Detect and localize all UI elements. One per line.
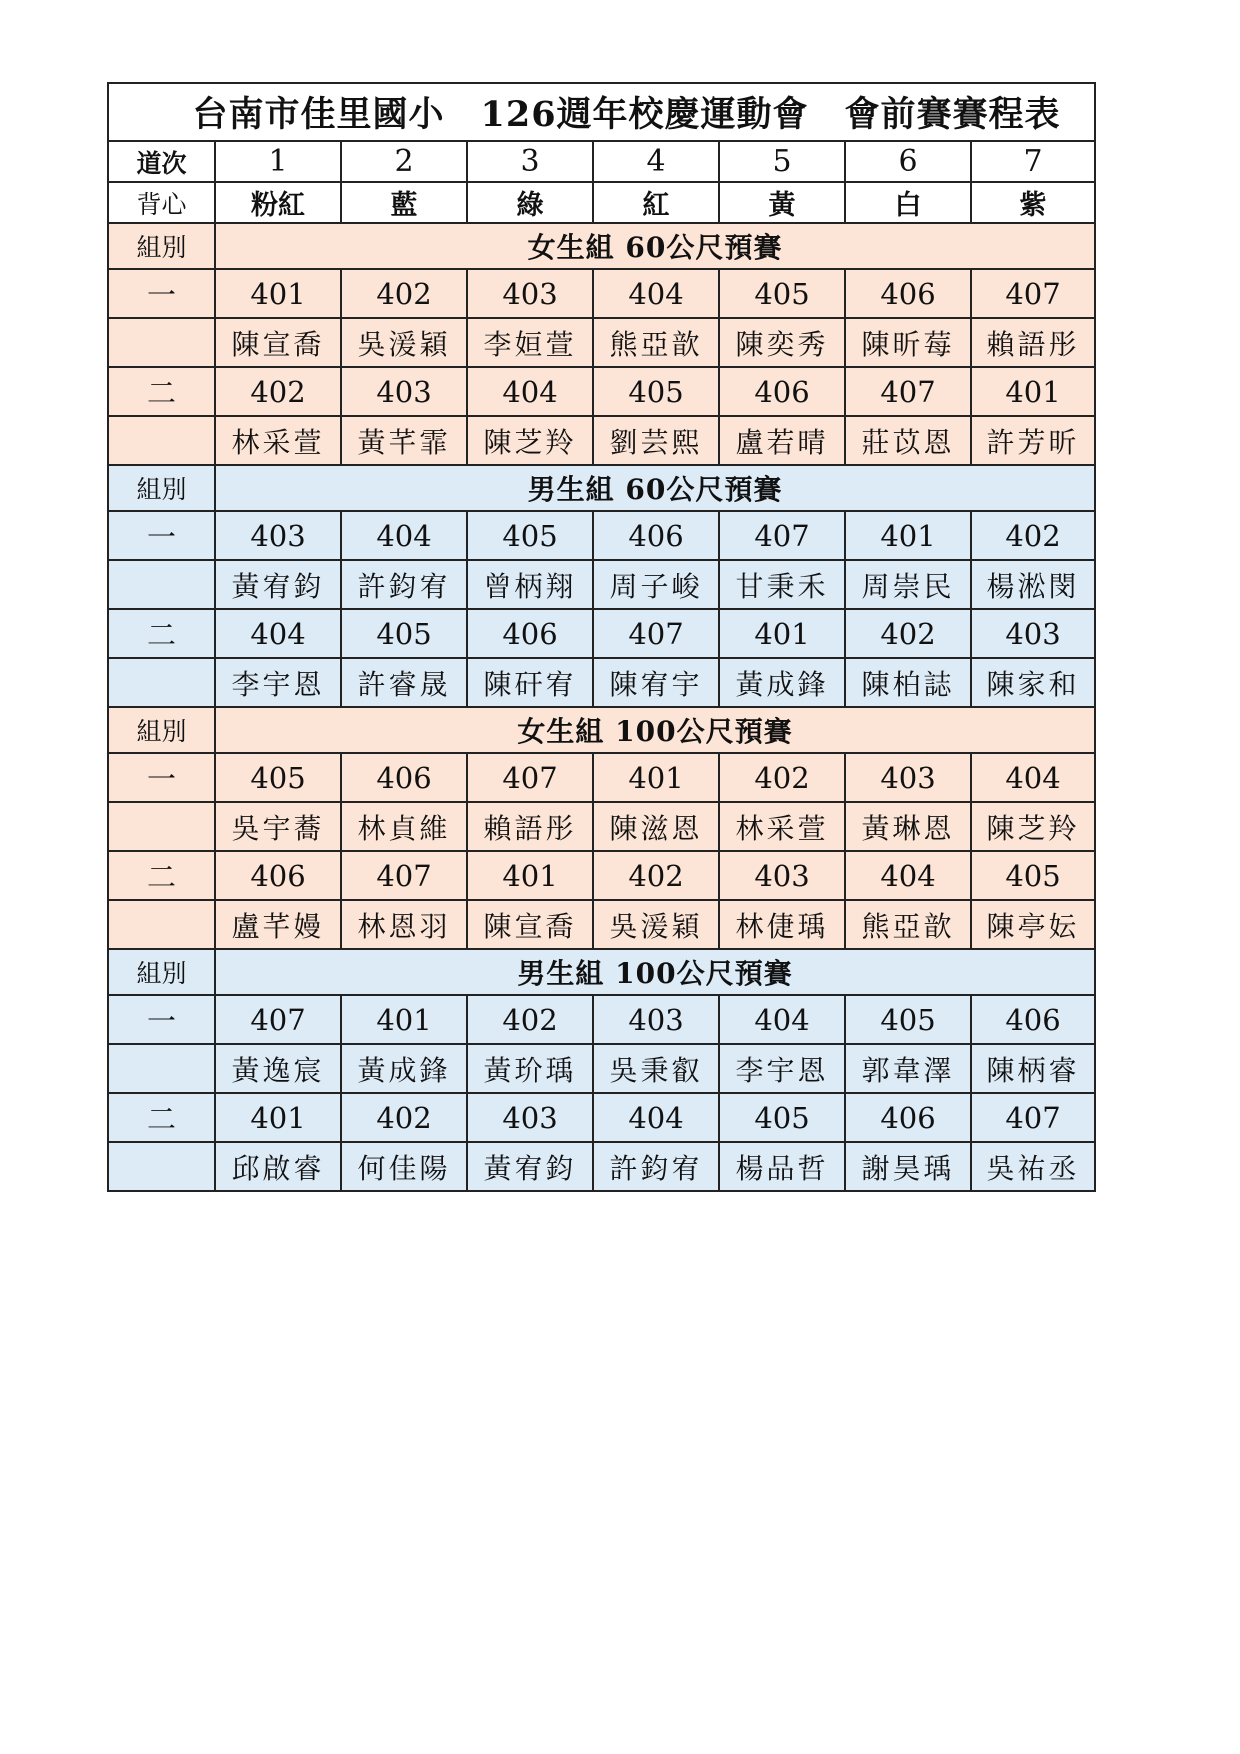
- class-cell: 404: [845, 851, 971, 900]
- class-cell: 405: [971, 851, 1095, 900]
- class-cell: 403: [593, 995, 719, 1044]
- class-cell: 407: [719, 511, 845, 560]
- runner-name: 楊淞閔: [971, 560, 1095, 609]
- bib-color: 綠: [467, 182, 593, 223]
- runner-name: 謝昊瑀: [845, 1142, 971, 1191]
- heat-number: 一: [108, 995, 215, 1044]
- heat-number: 一: [108, 269, 215, 318]
- class-cell: 405: [845, 995, 971, 1044]
- class-cell: 402: [971, 511, 1095, 560]
- heat-name-row: [108, 1044, 1095, 1093]
- runner-name: 盧若晴: [719, 416, 845, 465]
- runner-name: 林倢瑀: [719, 900, 845, 949]
- runner-name: 何佳陽: [341, 1142, 467, 1191]
- heat-class-row: [108, 269, 1095, 318]
- class-cell: 402: [215, 367, 341, 416]
- bib-color: 白: [845, 182, 971, 223]
- class-cell: 407: [971, 269, 1095, 318]
- runner-name: 陳宣喬: [467, 900, 593, 949]
- runner-name: 黃成鋒: [341, 1044, 467, 1093]
- class-cell: 402: [593, 851, 719, 900]
- class-cell: 404: [215, 609, 341, 658]
- class-cell: 401: [341, 995, 467, 1044]
- runner-name: 陳柏誌: [845, 658, 971, 707]
- lane-number: 7: [971, 141, 1095, 182]
- runner-name: 黃玠瑀: [467, 1044, 593, 1093]
- runner-name: 陳宥宇: [593, 658, 719, 707]
- runner-name: 陳滋恩: [593, 802, 719, 851]
- heat-blank: [108, 416, 215, 465]
- runner-name: 陳矸宥: [467, 658, 593, 707]
- class-cell: 405: [467, 511, 593, 560]
- runner-name: 熊亞歆: [845, 900, 971, 949]
- group-label: 組別: [108, 949, 215, 995]
- group-label: 組別: [108, 465, 215, 511]
- heat-class-row: [108, 1093, 1095, 1142]
- bib-color: 紅: [593, 182, 719, 223]
- class-cell: 405: [341, 609, 467, 658]
- class-cell: 403: [467, 1093, 593, 1142]
- section-header-row: [108, 223, 1095, 269]
- class-cell: 405: [719, 1093, 845, 1142]
- runner-name: 許睿晟: [341, 658, 467, 707]
- runner-name: 李宇恩: [215, 658, 341, 707]
- bib-header: 背心: [108, 182, 215, 223]
- runner-name: 郭韋澤: [845, 1044, 971, 1093]
- class-cell: 401: [593, 753, 719, 802]
- class-cell: 404: [719, 995, 845, 1044]
- runner-name: 林采萱: [215, 416, 341, 465]
- runner-name: 莊苡恩: [845, 416, 971, 465]
- class-cell: 403: [341, 367, 467, 416]
- runner-name: 吳秉叡: [593, 1044, 719, 1093]
- class-cell: 403: [971, 609, 1095, 658]
- runner-name: 黃宥鈞: [467, 1142, 593, 1191]
- section-title: 女生組 100公尺預賽: [215, 707, 1095, 753]
- runner-name: 吳湲穎: [341, 318, 467, 367]
- class-cell: 407: [845, 367, 971, 416]
- class-cell: 403: [215, 511, 341, 560]
- heat-class-row: [108, 367, 1095, 416]
- class-cell: 407: [215, 995, 341, 1044]
- class-cell: 402: [341, 1093, 467, 1142]
- runner-name: 陳昕莓: [845, 318, 971, 367]
- class-cell: 401: [215, 1093, 341, 1142]
- runner-name: 陳奕秀: [719, 318, 845, 367]
- heat-name-row: [108, 802, 1095, 851]
- runner-name: 楊品哲: [719, 1142, 845, 1191]
- section-title: 男生組 60公尺預賽: [215, 465, 1095, 511]
- heat-class-row: [108, 511, 1095, 560]
- runner-name: 黃宥鈞: [215, 560, 341, 609]
- class-cell: 407: [593, 609, 719, 658]
- lane-number: 6: [845, 141, 971, 182]
- runner-name: 許鈞宥: [593, 1142, 719, 1191]
- runner-name: 陳芝羚: [971, 802, 1095, 851]
- runner-name: 李宇恩: [719, 1044, 845, 1093]
- runner-name: 黃逸宸: [215, 1044, 341, 1093]
- heat-blank: [108, 560, 215, 609]
- class-cell: 407: [341, 851, 467, 900]
- class-cell: 401: [719, 609, 845, 658]
- runner-name: 陳芝羚: [467, 416, 593, 465]
- class-cell: 407: [467, 753, 593, 802]
- group-label: 組別: [108, 223, 215, 269]
- class-cell: 405: [593, 367, 719, 416]
- title-row: [108, 83, 1095, 141]
- runner-name: 陳柄睿: [971, 1044, 1095, 1093]
- class-cell: 402: [719, 753, 845, 802]
- lane-number: 5: [719, 141, 845, 182]
- runner-name: 盧芊嫚: [215, 900, 341, 949]
- section-header-row: [108, 707, 1095, 753]
- lane-number: 2: [341, 141, 467, 182]
- class-cell: 404: [593, 269, 719, 318]
- class-cell: 402: [467, 995, 593, 1044]
- class-cell: 401: [971, 367, 1095, 416]
- class-cell: 403: [719, 851, 845, 900]
- class-cell: 406: [341, 753, 467, 802]
- runner-name: 陳亭妘: [971, 900, 1095, 949]
- section-header-row: [108, 949, 1095, 995]
- heat-class-row: [108, 753, 1095, 802]
- class-cell: 402: [845, 609, 971, 658]
- class-cell: 406: [719, 367, 845, 416]
- schedule-table: [107, 82, 1096, 1192]
- group-label: 組別: [108, 707, 215, 753]
- lane-header: 道次: [108, 141, 215, 182]
- class-cell: 401: [467, 851, 593, 900]
- class-cell: 405: [719, 269, 845, 318]
- section-header-row: [108, 465, 1095, 511]
- heat-class-row: [108, 609, 1095, 658]
- heat-number: 二: [108, 609, 215, 658]
- runner-name: 陳宣喬: [215, 318, 341, 367]
- section-title: 男生組 100公尺預賽: [215, 949, 1095, 995]
- heat-name-row: [108, 1142, 1095, 1191]
- heat-blank: [108, 900, 215, 949]
- runner-name: 賴語彤: [467, 802, 593, 851]
- class-cell: 406: [593, 511, 719, 560]
- class-cell: 407: [971, 1093, 1095, 1142]
- heat-name-row: [108, 416, 1095, 465]
- lane-number: 3: [467, 141, 593, 182]
- runner-name: 林恩羽: [341, 900, 467, 949]
- runner-name: 熊亞歆: [593, 318, 719, 367]
- runner-name: 黃琳恩: [845, 802, 971, 851]
- heat-blank: [108, 318, 215, 367]
- heat-blank: [108, 658, 215, 707]
- runner-name: 林采萱: [719, 802, 845, 851]
- class-cell: 406: [467, 609, 593, 658]
- heat-blank: [108, 1142, 215, 1191]
- runner-name: 曾柄翔: [467, 560, 593, 609]
- class-cell: 404: [971, 753, 1095, 802]
- class-cell: 401: [845, 511, 971, 560]
- heat-class-row: [108, 995, 1095, 1044]
- heat-number: 二: [108, 1093, 215, 1142]
- heat-number: 一: [108, 753, 215, 802]
- heat-name-row: [108, 318, 1095, 367]
- bib-color: 黃: [719, 182, 845, 223]
- heat-name-row: [108, 900, 1095, 949]
- class-cell: 401: [215, 269, 341, 318]
- bib-color: 藍: [341, 182, 467, 223]
- class-cell: 406: [215, 851, 341, 900]
- class-cell: 404: [593, 1093, 719, 1142]
- runner-name: 吳宇蕎: [215, 802, 341, 851]
- class-cell: 402: [341, 269, 467, 318]
- section-title: 女生組 60公尺預賽: [215, 223, 1095, 269]
- heat-blank: [108, 802, 215, 851]
- runner-name: 吳祐丞: [971, 1142, 1095, 1191]
- page-title: 台南市佳里國小 126週年校慶運動會 會前賽賽程表: [108, 83, 1095, 141]
- runner-name: 黃芊霏: [341, 416, 467, 465]
- runner-name: 林貞維: [341, 802, 467, 851]
- bib-color: 粉紅: [215, 182, 341, 223]
- runner-name: 黃成鋒: [719, 658, 845, 707]
- runner-name: 李姮萱: [467, 318, 593, 367]
- bib-row: [108, 182, 1095, 223]
- schedule-body: [108, 83, 1095, 1191]
- runner-name: 周子峻: [593, 560, 719, 609]
- runner-name: 吳湲穎: [593, 900, 719, 949]
- runner-name: 周崇民: [845, 560, 971, 609]
- class-cell: 403: [467, 269, 593, 318]
- class-cell: 404: [467, 367, 593, 416]
- heat-number: 二: [108, 367, 215, 416]
- bib-color: 紫: [971, 182, 1095, 223]
- runner-name: 邱啟睿: [215, 1142, 341, 1191]
- heat-blank: [108, 1044, 215, 1093]
- heat-number: 二: [108, 851, 215, 900]
- heat-class-row: [108, 851, 1095, 900]
- class-cell: 405: [215, 753, 341, 802]
- runner-name: 賴語彤: [971, 318, 1095, 367]
- runner-name: 陳家和: [971, 658, 1095, 707]
- class-cell: 404: [341, 511, 467, 560]
- class-cell: 406: [845, 269, 971, 318]
- runner-name: 劉芸熙: [593, 416, 719, 465]
- heat-number: 一: [108, 511, 215, 560]
- runner-name: 甘秉禾: [719, 560, 845, 609]
- lane-row: [108, 141, 1095, 182]
- runner-name: 許鈞宥: [341, 560, 467, 609]
- lane-number: 1: [215, 141, 341, 182]
- class-cell: 406: [971, 995, 1095, 1044]
- class-cell: 403: [845, 753, 971, 802]
- lane-number: 4: [593, 141, 719, 182]
- runner-name: 許芳昕: [971, 416, 1095, 465]
- heat-name-row: [108, 560, 1095, 609]
- class-cell: 406: [845, 1093, 971, 1142]
- heat-name-row: [108, 658, 1095, 707]
